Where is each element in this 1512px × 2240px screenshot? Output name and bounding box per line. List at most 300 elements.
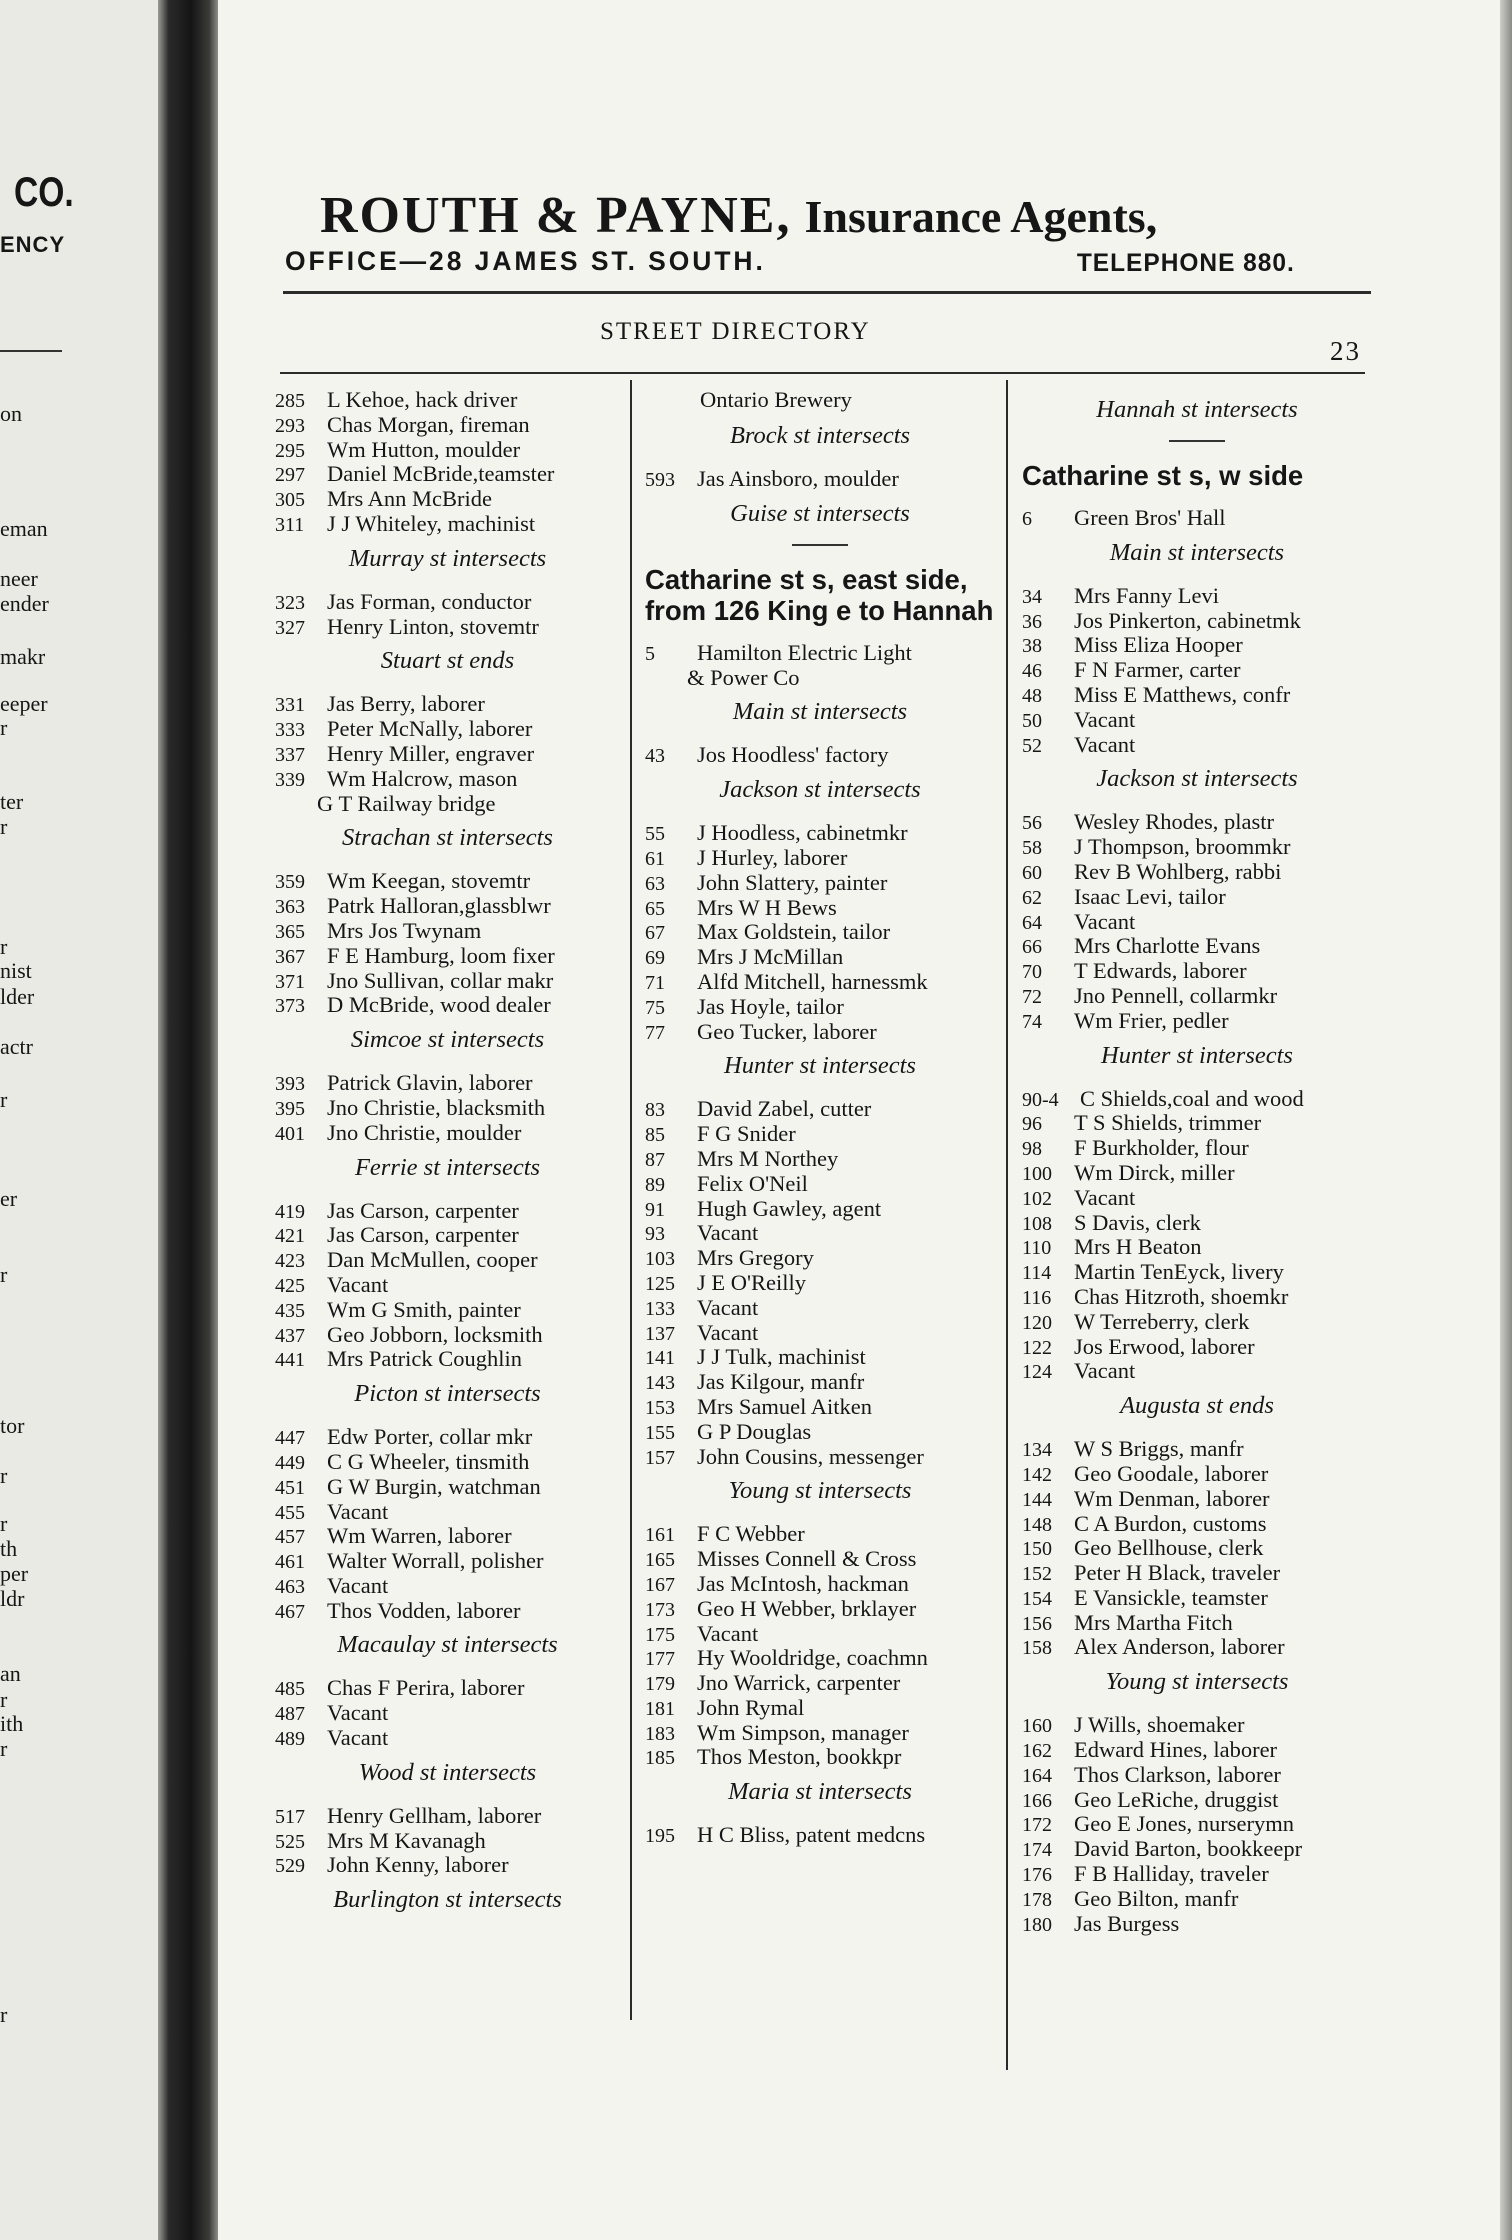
house-number: 148 [1022, 1513, 1052, 1536]
house-number: 195 [645, 1825, 675, 1848]
prev-page-fragment: tor [0, 1413, 25, 1438]
directory-entry [1022, 1511, 1372, 1536]
entry-continuation: G T Railway bridge [317, 790, 496, 816]
directory-entry [645, 1196, 995, 1221]
directory-entry [1022, 1008, 1372, 1033]
directory-entry [275, 1828, 620, 1853]
directory-entry [645, 845, 995, 870]
directory-entry [275, 1523, 620, 1548]
house-number: 305 [275, 489, 305, 512]
house-number: 6 [1022, 508, 1032, 530]
house-number: 38 [1022, 635, 1042, 658]
directory-entry [645, 969, 995, 994]
directory-entry [1022, 1358, 1372, 1383]
prev-page-fragment: r [0, 814, 8, 839]
resident-name: Vacant [1074, 1184, 1136, 1210]
house-number: 165 [645, 1549, 675, 1572]
resident-name: John Rymal [697, 1694, 805, 1720]
house-number: 48 [1022, 684, 1042, 707]
directory-entry [1022, 732, 1372, 757]
directory-entry [1022, 682, 1372, 707]
resident-name: Wm Simpson, manager [697, 1719, 909, 1745]
directory-entry [1022, 1160, 1372, 1185]
house-number: 173 [645, 1598, 675, 1621]
resident-name: John Cousins, messenger [697, 1443, 924, 1469]
resident-name: G W Burgin, watchman [327, 1473, 541, 1499]
directory-entry [645, 1344, 995, 1369]
directory-entry [1022, 1712, 1372, 1737]
resident-name: Mrs W H Bews [697, 894, 837, 920]
directory-entry [275, 589, 620, 614]
resident-name: F G Snider [697, 1121, 796, 1147]
resident-name: S Davis, clerk [1074, 1209, 1201, 1235]
resident-name: Jas Carson, carpenter [327, 1197, 519, 1223]
prev-page-fragment: makr [0, 644, 46, 669]
house-number: 161 [645, 1524, 675, 1547]
prev-page-fragment: ender [0, 591, 49, 616]
prev-page-fragment: r [0, 1687, 8, 1712]
prev-page-fragment: an [0, 1661, 21, 1686]
resident-name: Mrs Patrick Coughlin [327, 1346, 522, 1372]
resident-name: Vacant [697, 1620, 759, 1646]
resident-name: J Hoodless, cabinetmkr [697, 820, 908, 846]
directory-entry [1022, 1234, 1372, 1259]
resident-name: Geo Bilton, manfr [1074, 1885, 1239, 1911]
house-number: 89 [645, 1173, 665, 1196]
resident-name: Geo Goodale, laborer [1074, 1460, 1269, 1486]
directory-entry [1022, 1610, 1372, 1635]
house-number: 331 [275, 694, 305, 717]
resident-name: Misses Connell & Cross [697, 1546, 917, 1572]
resident-name: Jos Pinkerton, cabinetmk [1074, 607, 1301, 633]
page-number: 23 [1330, 336, 1361, 366]
house-number: 162 [1022, 1740, 1052, 1763]
resident-name: Jno Pennell, collarmkr [1074, 982, 1278, 1008]
resident-name: H C Bliss, patent medcns [697, 1822, 926, 1848]
directory-entry [1022, 1634, 1372, 1659]
directory-entry [275, 1852, 620, 1877]
directory-entry [1022, 632, 1372, 657]
resident-name: Max Goldstein, tailor [697, 919, 891, 945]
house-number: 61 [645, 847, 665, 870]
prev-page-fragment: on [0, 401, 22, 426]
house-number: 155 [645, 1421, 675, 1444]
house-number: 529 [275, 1855, 305, 1878]
resident-name: Wesley Rhodes, plastr [1074, 809, 1275, 835]
directory-entry [1022, 884, 1372, 909]
directory-entry [1022, 1585, 1372, 1610]
directory-entry [1022, 909, 1372, 934]
house-number: 50 [1022, 709, 1042, 732]
house-number: 124 [1022, 1361, 1052, 1384]
directory-entry [1022, 608, 1372, 633]
resident-name: Geo LeRiche, druggist [1074, 1786, 1279, 1812]
house-number: 166 [1022, 1789, 1052, 1812]
directory-entry [1022, 1185, 1372, 1210]
street-heading: Catharine st s, east side, from 126 King e to Hannah [645, 563, 994, 626]
house-number: 103 [645, 1248, 675, 1271]
house-number: 134 [1022, 1439, 1052, 1462]
house-number: 180 [1022, 1913, 1052, 1936]
directory-entry [275, 1297, 620, 1322]
house-number: 311 [275, 513, 305, 536]
house-number: 359 [275, 871, 305, 894]
cross-street-note: Jackson st intersects [719, 776, 921, 804]
column-3 [1022, 387, 1372, 1935]
house-number: 55 [645, 823, 665, 846]
directory-entry [1022, 707, 1372, 732]
house-number: 593 [645, 469, 675, 491]
directory-entry [275, 486, 620, 511]
house-number: 181 [645, 1697, 675, 1720]
directory-entry [275, 992, 620, 1017]
directory-entry [275, 387, 620, 412]
resident-name: Edward Hines, laborer [1074, 1737, 1278, 1763]
resident-name: Chas Hitzroth, shoemkr [1074, 1283, 1289, 1309]
house-number: 293 [275, 414, 305, 437]
resident-name: J E O'Reilly [697, 1269, 807, 1295]
directory-entry [645, 1521, 995, 1546]
cross-street-note: Ferrie st intersects [354, 1153, 541, 1181]
firm-business: Insurance Agents, [804, 191, 1158, 242]
cross-street-note: Main st intersects [1109, 538, 1285, 566]
directory-entry [275, 741, 620, 766]
resident-name: Peter McNally, laborer [327, 716, 533, 742]
resident-name: Jno Sullivan, collar makr [327, 967, 554, 993]
house-number: 87 [645, 1148, 665, 1171]
house-number: 457 [275, 1526, 305, 1549]
directory-entry [275, 1449, 620, 1474]
house-number: 63 [645, 872, 665, 895]
directory-entry [275, 943, 620, 968]
resident-name: Rev B Wohlberg, rabbi [1074, 858, 1282, 884]
house-number: 157 [645, 1446, 675, 1469]
resident-name: Hugh Gawley, agent [697, 1195, 882, 1221]
directory-entry [275, 1424, 620, 1449]
house-number: 393 [275, 1073, 305, 1096]
house-number: 172 [1022, 1814, 1052, 1837]
directory-entry [275, 511, 620, 536]
house-number: 367 [275, 945, 305, 968]
resident-name: Miss E Matthews, confr [1074, 681, 1291, 707]
resident-name: G P Douglas [697, 1418, 812, 1444]
resident-name: Jas Forman, conductor [327, 588, 532, 614]
house-number: 98 [1022, 1138, 1042, 1161]
house-number: 85 [645, 1124, 665, 1147]
directory-entry [1022, 1110, 1372, 1135]
directory-entry [645, 1695, 995, 1720]
house-number: 441 [275, 1349, 305, 1372]
directory-entry [275, 437, 620, 462]
directory-entry [275, 1346, 620, 1371]
directory-entry [1022, 1811, 1372, 1836]
resident-name: Vacant [1074, 731, 1136, 757]
directory-entry [1022, 1284, 1372, 1309]
resident-name: W S Briggs, manfr [1074, 1436, 1244, 1462]
directory-entry [275, 1474, 620, 1499]
directory-entry [645, 1571, 995, 1596]
resident-name: Vacant [1074, 908, 1136, 934]
house-number: 43 [645, 745, 665, 768]
prev-page-fragment: r [0, 2002, 8, 2027]
resident-name: F C Webber [697, 1521, 805, 1547]
resident-name: Vacant [1074, 1358, 1136, 1384]
resident-name: C G Wheeler, tinsmith [327, 1448, 530, 1474]
cross-street-note: Strachan st intersects [342, 824, 553, 852]
resident-name: F Burkholder, flour [1074, 1135, 1249, 1161]
house-number: 154 [1022, 1587, 1052, 1610]
resident-name: Jas McIntosh, hackman [697, 1570, 909, 1596]
column-1 [275, 387, 620, 1930]
prev-page-fragment: er [0, 1186, 18, 1211]
cross-street-note: Young st intersects [728, 1477, 912, 1505]
directory-entry [1022, 809, 1372, 834]
house-number: 66 [1022, 936, 1042, 959]
resident-name: Vacant [697, 1319, 759, 1345]
resident-name: Miss Eliza Hooper [1074, 632, 1243, 658]
directory-entry [645, 1720, 995, 1745]
house-number: 153 [645, 1396, 675, 1419]
resident-name: Wm Halcrow, mason [327, 765, 518, 791]
resident-name: F N Farmer, carter [1074, 657, 1241, 683]
house-number: 110 [1022, 1237, 1052, 1260]
cross-street-note: Augusta st ends [1120, 1392, 1274, 1420]
resident-name: John Slattery, painter [697, 869, 888, 895]
prev-page-fragment: actr [0, 1034, 33, 1059]
house-number: 425 [275, 1274, 305, 1297]
prev-page-fragment: lder [0, 984, 35, 1009]
directory-entry [645, 994, 995, 1019]
cross-street-note: Young st intersects [1105, 1668, 1289, 1696]
directory-entry [275, 1700, 620, 1725]
house-number: 365 [275, 920, 305, 943]
short-rule [792, 544, 848, 546]
house-number: 143 [645, 1372, 675, 1395]
directory-entry [1022, 1486, 1372, 1511]
resident-name: Isaac Levi, tailor [1074, 883, 1226, 909]
resident-name: Jas Berry, laborer [327, 691, 485, 717]
cross-street-note: Maria st intersects [728, 1778, 912, 1806]
resident-name: Chas F Perira, laborer [327, 1675, 525, 1701]
house-number: 447 [275, 1427, 305, 1450]
house-number: 77 [645, 1021, 665, 1044]
prev-page-fragment: ldr [0, 1586, 25, 1611]
house-number: 60 [1022, 861, 1042, 884]
prev-page-fragment: th [0, 1536, 18, 1561]
directory-entry [645, 1245, 995, 1270]
directory-entry [645, 895, 995, 920]
resident-name: Alex Anderson, laborer [1074, 1634, 1285, 1660]
house-number: 125 [645, 1272, 675, 1295]
resident-name: J Wills, shoemaker [1074, 1712, 1245, 1738]
plain-entry: Ontario Brewery [700, 387, 852, 412]
directory-entry [645, 1220, 995, 1245]
prev-page-fragment: r [0, 1511, 8, 1536]
resident-name: Wm Keegan, stovemtr [327, 868, 531, 894]
resident-name: Wm Hutton, moulder [327, 436, 521, 462]
resident-name: C A Burdon, customs [1074, 1510, 1267, 1536]
prev-page-fragment: per [0, 1561, 29, 1586]
house-number: 91 [645, 1198, 665, 1221]
previous-page-edge [0, 0, 160, 2240]
house-number: 34 [1022, 585, 1042, 608]
directory-entry [1022, 1560, 1372, 1585]
firm-name: ROUTH & PAYNE, [320, 187, 792, 244]
resident-name: Hamilton Electric Light [697, 639, 912, 665]
directory-entry [1022, 657, 1372, 682]
house-number: 333 [275, 719, 305, 742]
directory-entry [1022, 1086, 1372, 1111]
house-number: 137 [645, 1322, 675, 1345]
resident-name: Vacant [697, 1294, 759, 1320]
page-right-edge [1500, 0, 1512, 2240]
directory-entry [275, 614, 620, 639]
house-number: 177 [645, 1648, 675, 1671]
prev-page-fragment: r [0, 1087, 8, 1112]
resident-name: Geo H Webber, brklayer [697, 1595, 917, 1621]
directory-entry [275, 716, 620, 741]
prev-page-fragment: ter [0, 789, 24, 814]
resident-name: Mrs Ann McBride [327, 486, 492, 512]
directory-entry [645, 1822, 995, 1847]
column-divider-2 [1006, 380, 1008, 2070]
house-number: 64 [1022, 911, 1042, 934]
resident-name: J J Tulk, machinist [697, 1344, 866, 1370]
resident-name: Thos Vodden, laborer [327, 1597, 521, 1623]
resident-name: Mrs Martha Fitch [1074, 1609, 1233, 1635]
house-number: 160 [1022, 1715, 1052, 1738]
resident-name: Martin TenEyck, livery [1074, 1259, 1284, 1285]
resident-name: F E Hamburg, loom fixer [327, 942, 555, 968]
house-number: 176 [1022, 1864, 1052, 1887]
resident-name: John Kenny, laborer [327, 1852, 509, 1878]
resident-name: Wm Denman, laborer [1074, 1485, 1270, 1511]
house-number: 158 [1022, 1637, 1052, 1660]
resident-name: Geo Tucker, laborer [697, 1018, 877, 1044]
prev-page-co: CO. [14, 168, 74, 215]
directory-entry [275, 691, 620, 716]
street-heading: Catharine st s, w side [1022, 460, 1304, 491]
house-number: 487 [275, 1703, 305, 1726]
resident-name: Vacant [327, 1498, 389, 1524]
resident-name: Patrick Glavin, laborer [327, 1070, 533, 1096]
house-number: 116 [1022, 1286, 1052, 1309]
house-number: 517 [275, 1805, 305, 1828]
resident-name: Henry Miller, engraver [327, 740, 535, 766]
resident-name: Jno Christie, blacksmith [327, 1094, 546, 1120]
cross-street-note: Burlington st intersects [333, 1886, 562, 1914]
prev-page-fragment: r [0, 1736, 8, 1761]
directory-entry [275, 1598, 620, 1623]
resident-name: Thos Clarkson, laborer [1074, 1761, 1281, 1787]
directory-entry [1022, 1886, 1372, 1911]
resident-name: E Vansickle, teamster [1074, 1584, 1268, 1610]
house-number: 489 [275, 1728, 305, 1751]
directory-entry [1022, 1737, 1372, 1762]
cross-street-note: Hunter st intersects [724, 1052, 916, 1080]
house-number: 174 [1022, 1839, 1052, 1862]
resident-name: Geo E Jones, nurserymn [1074, 1811, 1294, 1837]
cross-street-note: Main st intersects [732, 698, 908, 726]
resident-name: D McBride, wood dealer [327, 992, 551, 1018]
house-number: 183 [645, 1722, 675, 1745]
house-number: 108 [1022, 1212, 1052, 1235]
house-number: 327 [275, 616, 305, 639]
house-number: 295 [275, 439, 305, 462]
resident-name: Geo Jobborn, locksmith [327, 1321, 543, 1347]
house-number: 371 [275, 970, 305, 993]
resident-name: Jas Burgess [1074, 1910, 1180, 1936]
house-number: 72 [1022, 985, 1042, 1008]
prev-page-fragment: r [0, 1262, 8, 1287]
directory-entry [275, 1070, 620, 1095]
house-number: 451 [275, 1476, 305, 1499]
directory-entry [275, 1725, 620, 1750]
directory-entry [1022, 859, 1372, 884]
directory-entry [1022, 1861, 1372, 1886]
directory-entry [645, 1744, 995, 1769]
advertisement-address [285, 246, 1343, 277]
cross-street-note: Picton st intersects [354, 1380, 541, 1408]
entry-continuation: & Power Co [687, 664, 800, 690]
directory-entry [1022, 933, 1372, 958]
resident-name: Wm G Smith, painter [327, 1296, 521, 1322]
directory-entry [275, 412, 620, 437]
house-number: 485 [275, 1678, 305, 1701]
directory-entry [275, 868, 620, 893]
directory-entry [645, 1320, 995, 1345]
house-number: 144 [1022, 1488, 1052, 1511]
house-number: 102 [1022, 1187, 1052, 1210]
resident-name: Mrs Jos Twynam [327, 917, 482, 943]
cross-street-note: Jackson st intersects [1096, 765, 1298, 793]
directory-entry [645, 640, 995, 665]
house-number: 122 [1022, 1336, 1052, 1359]
house-number: 164 [1022, 1764, 1052, 1787]
directory-entry [1022, 1461, 1372, 1486]
directory-entry [645, 944, 995, 969]
resident-name: J Thompson, broommkr [1074, 834, 1291, 860]
directory-entry [1022, 1535, 1372, 1560]
cross-street-note: Hannah st intersects [1096, 396, 1298, 423]
resident-name: C Shields,coal and wood [1080, 1085, 1304, 1111]
column-divider-1 [630, 380, 632, 2020]
directory-entry [275, 461, 620, 486]
resident-name: Green Bros' Hall [1074, 505, 1226, 530]
house-number: 120 [1022, 1311, 1052, 1334]
directory-entry [275, 1198, 620, 1223]
prev-page-fragment: eeper [0, 691, 48, 716]
house-number: 285 [275, 390, 305, 412]
directory-entry [645, 742, 995, 767]
prev-page-fragment: r [0, 715, 8, 740]
house-number: 152 [1022, 1563, 1052, 1586]
resident-name: Vacant [697, 1220, 759, 1246]
cross-street-note: Brock st intersects [729, 422, 911, 449]
directory-entry [1022, 583, 1372, 608]
resident-name: Alfd Mitchell, harnessmk [697, 968, 928, 994]
directory-entry [645, 1394, 995, 1419]
house-number: 178 [1022, 1888, 1052, 1911]
advertisement-title [320, 186, 1360, 245]
prev-page-fragment: r [0, 1463, 8, 1488]
prev-page-rule [0, 350, 62, 352]
house-number: 185 [645, 1747, 675, 1770]
house-number: 455 [275, 1501, 305, 1524]
directory-entry [1022, 1309, 1372, 1334]
house-number: 74 [1022, 1010, 1042, 1033]
directory-entry [275, 918, 620, 943]
